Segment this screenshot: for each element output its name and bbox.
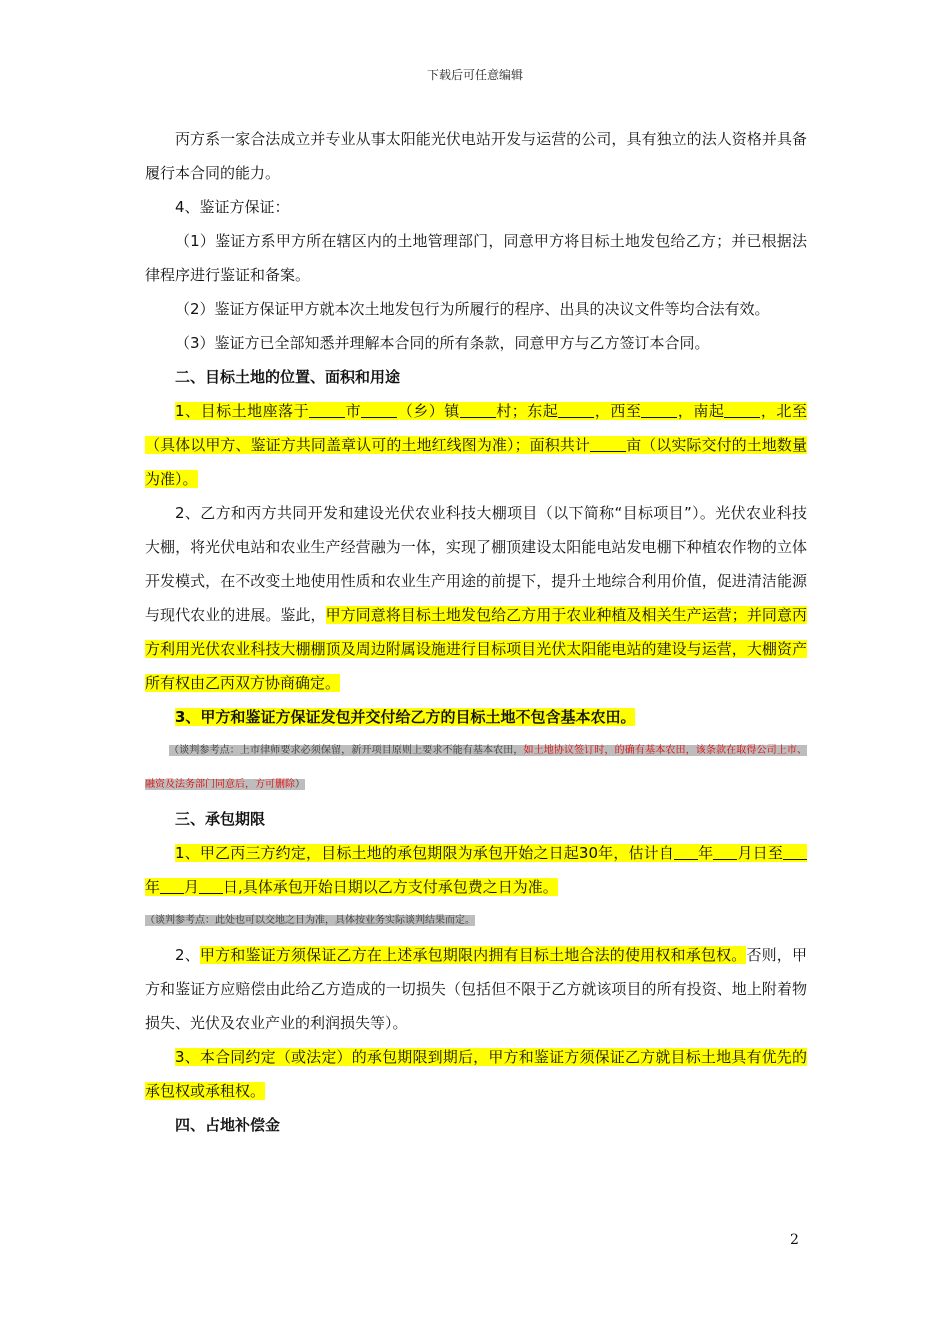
note-warning-text: 如土地协议签订时，的确有基本农田，该条款在取得公司上市、融资及法务部门同意后，方可删除 xyxy=(145,745,807,790)
text: 1、目标土地座落于 xyxy=(175,402,310,420)
note-text: ） xyxy=(295,779,305,790)
text: ，西至 xyxy=(594,402,642,420)
blank-field xyxy=(783,843,807,860)
highlight-span: 3、甲方和鉴证方保证发包并交付给乙方的目标土地不包含基本农田。 xyxy=(175,708,636,726)
paragraph-guarantee-title: 4、鉴证方保证： xyxy=(175,198,290,216)
highlight-span xyxy=(145,844,807,896)
section-3-clause-1 xyxy=(145,836,807,904)
text: 日,具体承包开始日期以乙方支付承包费之日为准。 xyxy=(223,878,558,896)
blank-field xyxy=(590,435,626,452)
text: 年 xyxy=(145,878,161,896)
highlight-span: 甲方同意将目标土地发包给乙方用于农业种植及相关生产运营；并同意丙方利用光伏农业科技大棚棚顶及周边附属设施进行目标项目光伏太阳能电站的建设与运营，大棚资产所有权由乙丙双方协商确定。 xyxy=(145,606,807,692)
section-3-clause-2 xyxy=(145,938,807,1040)
text: 市 xyxy=(345,402,362,420)
blank-field xyxy=(309,401,345,418)
blank-field xyxy=(674,843,698,860)
blank-field xyxy=(724,401,760,418)
blank-field xyxy=(199,877,223,894)
text: 年 xyxy=(698,844,714,862)
text: 月 xyxy=(184,878,200,896)
paragraph-party-c: 丙方系一家合法成立并专业从事太阳能光伏电站开发与运营的公司，具有独立的法人资格并具备履行本合同的能力。 xyxy=(145,130,807,182)
highlight-span: 甲方和鉴证方须保证乙方在上述承包期限内拥有目标土地合法的使用权和承包权。 xyxy=(199,946,747,964)
section-3-title: 三、承包期限 xyxy=(175,810,266,828)
text: 月日至 xyxy=(737,844,783,862)
section-3-clause-3 xyxy=(145,1040,807,1108)
negotiation-note-1 xyxy=(145,734,807,802)
text: 亩（以实际交付的土地数量为准）。 xyxy=(145,436,807,488)
text: ，南起 xyxy=(677,402,725,420)
highlight-span: 3、本合同约定（或法定）的承包期限到期后，甲方和鉴证方须保证乙方就目标土地具有优先的承包权或承租权。 xyxy=(145,1048,807,1100)
text: 2、 xyxy=(175,946,200,964)
text: 2、乙方和丙方共同开发和建设光伏农业科技大棚项目（以下简称“目标项目”）。光伏农业科技大棚，将光伏电站和农业生产经营融为一体，实现了棚顶建设太阳能电站发电棚下种植农作物的立体开发模式，在不改变土地使用性质和农业生产用途的前提下，提升土地综合利用价值，促进清洁能源与现代农业的进展。鉴此， xyxy=(145,504,807,624)
blank-field xyxy=(641,401,677,418)
document-body xyxy=(145,122,807,1142)
paragraph-guarantee-3: （3）鉴证方已全部知悉并理解本合同的所有条款，同意甲方与乙方签订本合同。 xyxy=(175,334,710,352)
blank-field xyxy=(160,877,184,894)
paragraph-guarantee-2: （2）鉴证方保证甲方就本次土地发包行为所履行的程序、出具的决议文件等均合法有效。 xyxy=(175,300,770,318)
text: 否则，甲方和鉴证方应赔偿由此给乙方造成的一切损失（包括但不限于乙方就该项目的所有投资、地上附着物损失、光伏及农业产业的利润损失等）。 xyxy=(145,946,807,1032)
blank-field xyxy=(558,401,594,418)
section-4-title: 四、占地补偿金 xyxy=(175,1116,281,1134)
highlight-span xyxy=(145,402,807,488)
text: 1、甲乙丙三方约定，目标土地的承包期限为承包开始之日起30年，估计自 xyxy=(175,844,674,862)
negotiation-note-2 xyxy=(145,904,807,938)
text: ，北至（具体以甲方、鉴证方共同盖章认可的土地红线图为准）；面积共计 xyxy=(145,402,807,454)
note-span: （谈判参考点：此处也可以交地之日为准，具体按业务实际谈判结果而定。 xyxy=(145,915,475,926)
paragraph-guarantee-1: （1）鉴证方系甲方所在辖区内的土地管理部门，同意甲方将目标土地发包给乙方；并已根据法律程序进行鉴证和备案。 xyxy=(145,232,807,284)
section-2-title: 二、目标土地的位置、面积和用途 xyxy=(175,368,401,386)
section-2-clause-2 xyxy=(145,496,807,700)
page-header: 下载后可任意编辑 xyxy=(426,68,523,82)
text: 村；东起 xyxy=(495,402,559,420)
note-span xyxy=(145,745,807,790)
blank-field xyxy=(713,843,737,860)
blank-field xyxy=(460,401,496,418)
note-text: （谈判参考点：上市律师要求必须保留，新开项目原则上要求不能有基本农田， xyxy=(169,745,524,756)
section-2-clause-1 xyxy=(145,394,807,496)
text: （乡）镇 xyxy=(397,402,460,420)
section-2-clause-3 xyxy=(145,700,807,734)
page-number: 2 xyxy=(790,1232,799,1248)
blank-field xyxy=(361,401,397,418)
